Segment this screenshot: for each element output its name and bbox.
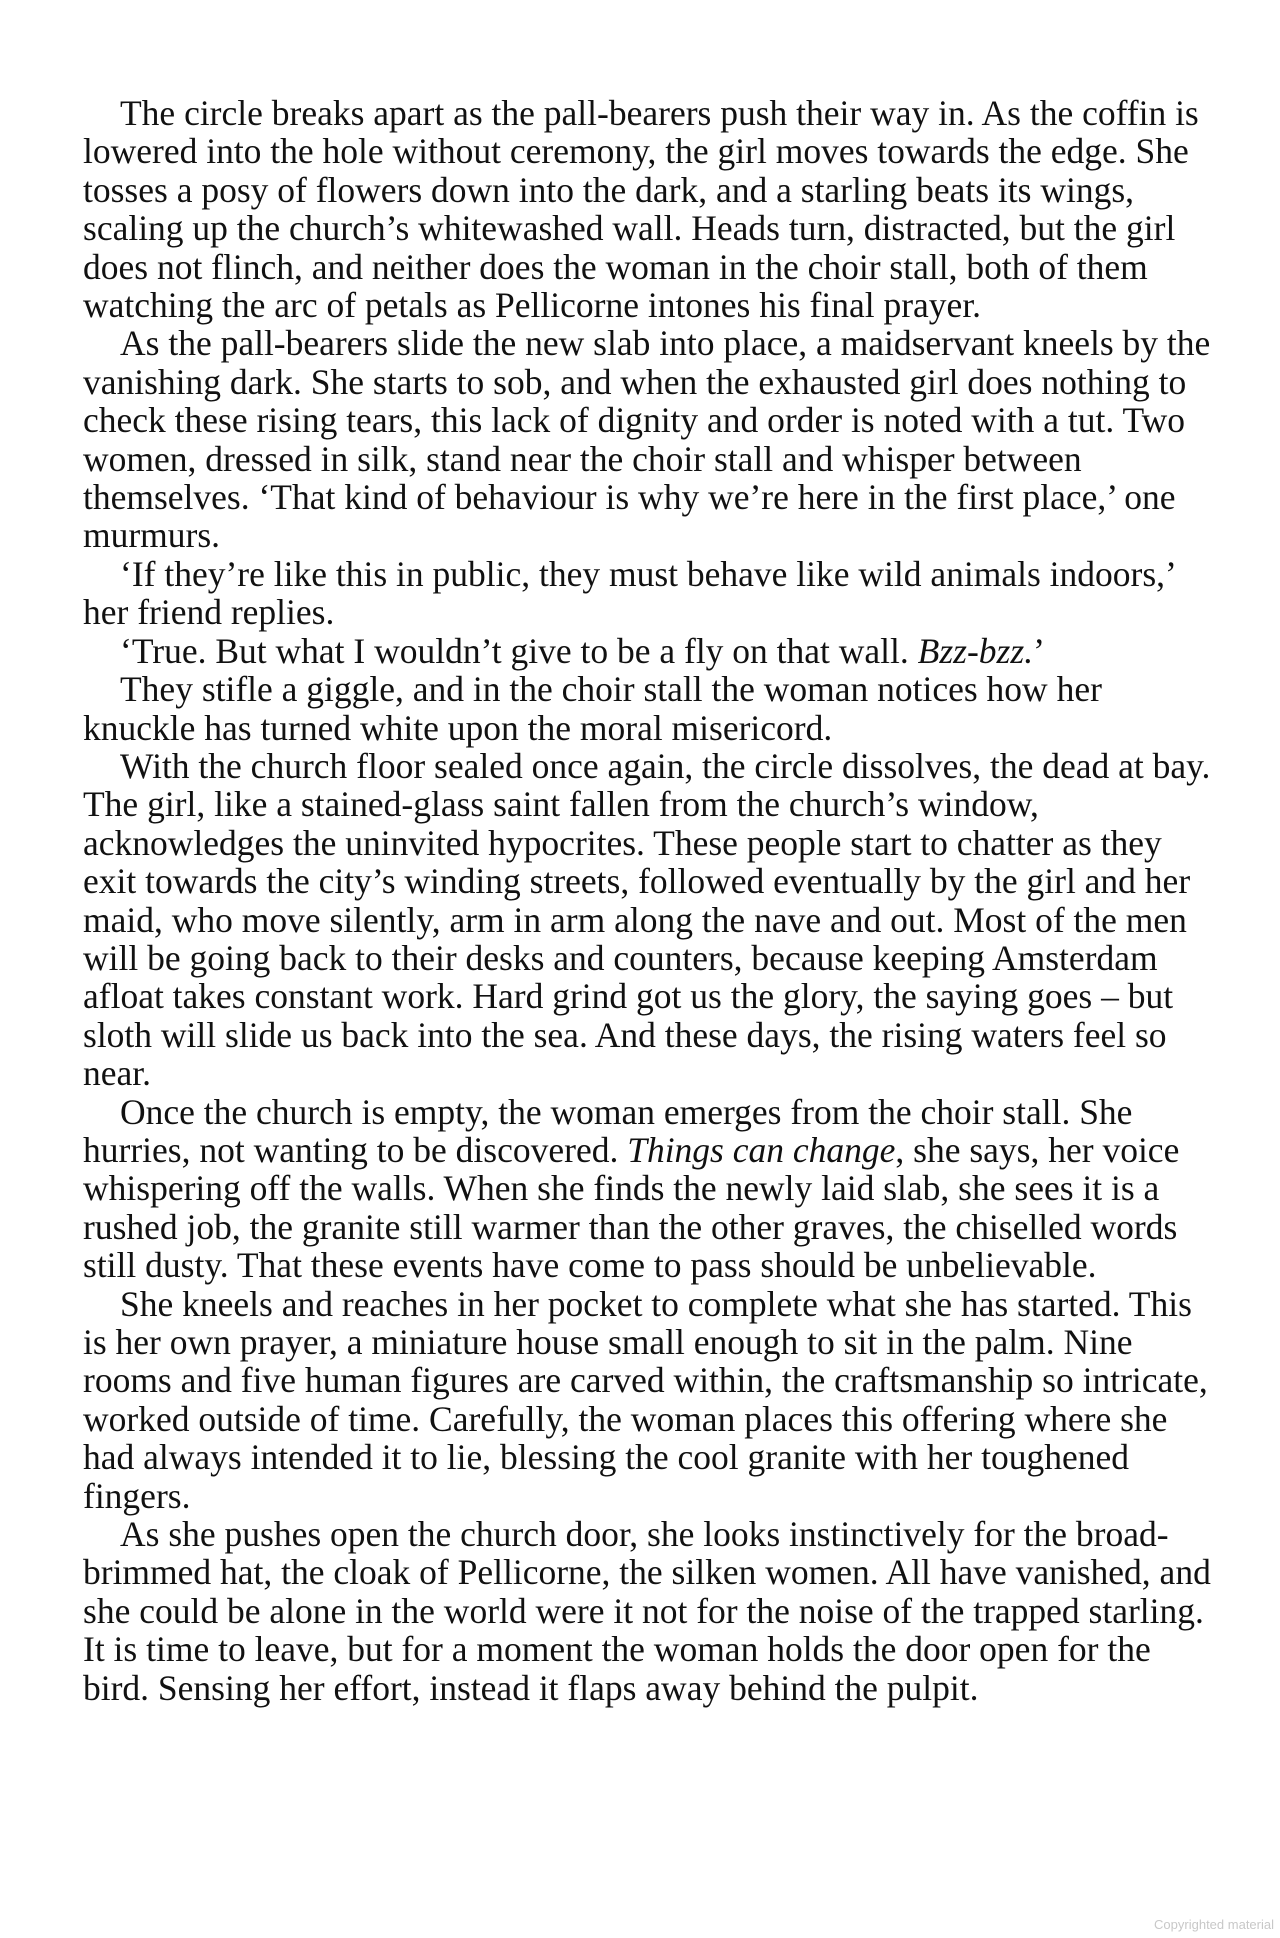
page-body (83, 94, 1213, 1707)
paragraph (83, 1093, 1213, 1285)
paragraph-text: With the church floor sealed once again, the circle dissolves, the dead at bay. The girl, like a stained-glass saint fallen from the church’s window, acknowledges the uninvited hypocrites. These people start to chatter as they exit towards the city’s winding streets, followed eventually by the girl and her maid, who move silently, arm in arm along the nave and out. Most of the men will be going back to their desks and counters, because keeping Amsterdam afloat takes constant work. Hard grind got us the glory, the saying goes – but sloth will slide us back into the sea. And these days, the rising waters feel so near. (83, 745, 1211, 1094)
italic-text: Things can change (627, 1129, 896, 1170)
paragraph (83, 632, 1213, 670)
paragraph (83, 1515, 1213, 1707)
paragraph-text: As she pushes open the church door, she looks instinctively for the broad-brimmed hat, the cloak of Pellicorne, the silken women. All have vanished, and she could be alone in the world were it not for the noise of the trapped starling. It is time to leave, but for a moment the woman holds the door open for the bird. Sensing her effort, instead it flaps away behind the pulpit. (83, 1514, 1211, 1708)
paragraph (83, 747, 1213, 1093)
paragraph-text: , she says, her voice whispering off the walls. When she finds the newly laid slab, she sees it is a rushed job, the granite still warmer than the other graves, the chiselled words still dusty. That these events have come to pass should be unbelievable. (83, 1129, 1180, 1286)
paragraph-text: Once the church is empty, the woman emerges from the choir stall. She hurries, not wanting to be discovered. (83, 1091, 1133, 1170)
paragraph (83, 1285, 1213, 1515)
italic-text: Bzz-bzz. (917, 630, 1034, 671)
paragraph-text: The circle breaks apart as the pall-bearers push their way in. As the coffin is lowered into the hole without ceremony, the girl moves towards the edge. She tosses a posy of flowers down into the dark, and a starling beats its wings, scaling up the church’s whitewashed wall. Heads turn, distracted, but the girl does not flinch, and neither does the woman in the choir stall, both of them watching the arc of petals as Pellicorne intones his final prayer. (83, 93, 1199, 326)
paragraph (83, 555, 1213, 632)
paragraph (83, 324, 1213, 554)
paragraph-text: They stifle a giggle, and in the choir stall the woman notices how her knuckle has turned white upon the moral misericord. (83, 669, 1102, 748)
paragraph-text: ’ (1033, 630, 1045, 671)
paragraph (83, 670, 1213, 747)
paragraph (83, 94, 1213, 324)
paragraph-text: As the pall-bearers slide the new slab into place, a maidservant kneels by the vanishing dark. She starts to sob, and when the exhausted girl does nothing to check these rising tears, this lack of dignity and order is noted with a tut. Two women, dressed in silk, stand near the choir stall and whisper between themselves. ‘That kind of behaviour is why we’re here in the first place,’ one murmurs. (83, 323, 1211, 556)
paragraph-text: ‘True. But what I wouldn’t give to be a fly on that wall. (120, 630, 918, 671)
paragraph-text: She kneels and reaches in her pocket to complete what she has started. This is her own prayer, a miniature house small enough to sit in the palm. Nine rooms and five human figures are carved within, the craftsmanship so intricate, worked outside of time. Carefully, the woman places this offering where she had always intended it to lie, blessing the cool granite with her toughened fingers. (83, 1283, 1208, 1516)
paragraph-text: ‘If they’re like this in public, they must behave like wild animals indoors,’ her friend replies. (83, 553, 1175, 633)
copyright-watermark: Copyrighted material (1154, 1917, 1274, 1932)
